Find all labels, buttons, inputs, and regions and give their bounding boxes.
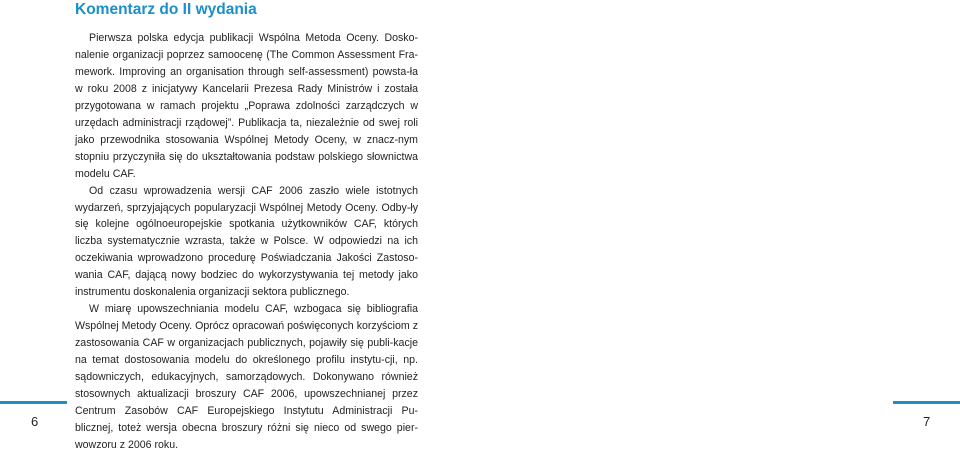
section-heading: Komentarz do II wydania <box>75 1 257 18</box>
page-number-right: 7 <box>923 414 931 429</box>
right-page <box>480 0 960 430</box>
footer-rule-right <box>893 401 960 404</box>
left-page <box>0 0 480 451</box>
paragraph-1: Pierwsza polska edycja publikacji Wspólna Metoda Oceny. Dosko-nalenie organizacji poprzez samoocenę (The Common Assessment Fra-mework. Improving an organisation through self-assessment) powsta-ła w roku 2008 z inicjatywy Kancelarii Prezesa Rady Ministrów i została przygotowana w ramach projektu „Poprawa zdolności zarządczych w urzędach administracji rządowej”. Publikacja ta, niezależnie od swej roli jako przewodnika stosowania Wspólnej Metody Oceny, w znacz-nym stopniu przyczyniła się do ukształtowania podstaw polskiego słownictwa modelu CAF. <box>75 32 418 180</box>
footer-rule-left <box>0 401 67 404</box>
page-number-left: 6 <box>31 414 39 429</box>
paragraph-2: Od czasu wprowadzenia wersji CAF 2006 zaszło wiele istotnych wydarzeń, sprzyjających popularyzacji Wspólnej Metody Oceny. Odby-ły się kolejne ogólnoeuropejskie spotkania użytkowników CAF, których liczba systematycznie wzrasta, także w Polsce. W odpowiedzi na ich oczekiwania wprowadzono procedurę Poświadczania Jakości Zastoso-wania CAF, dającą nowy bodziec do wykorzystywania tej metody jako instrumentu doskonalenia organizacji sektora publicznego. <box>75 184 418 299</box>
paragraph-3: W miarę upowszechniania modelu CAF, wzbogaca się bibliografia Wspólnej Metody Oceny. Oprócz opracowań poświęconych korzyściom z zastosowania CAF w organizacjach publicznych, pojawiły się publi-kacje na temat dostosowania modelu do określonego profilu instytu-cji, np. sądowniczych, edukacyjnych, samorządowych. Dokonywano również stosownych aktualizacji broszury CAF 2006, upowszechnianej przez Centrum Zasobów CAF Europejskiego Instytutu Administracji Pu-blicznej, toteż wersja obecna broszury różni się nieco od swego pier-wowzoru z 2006 roku. <box>75 303 418 451</box>
body-text <box>75 30 418 454</box>
